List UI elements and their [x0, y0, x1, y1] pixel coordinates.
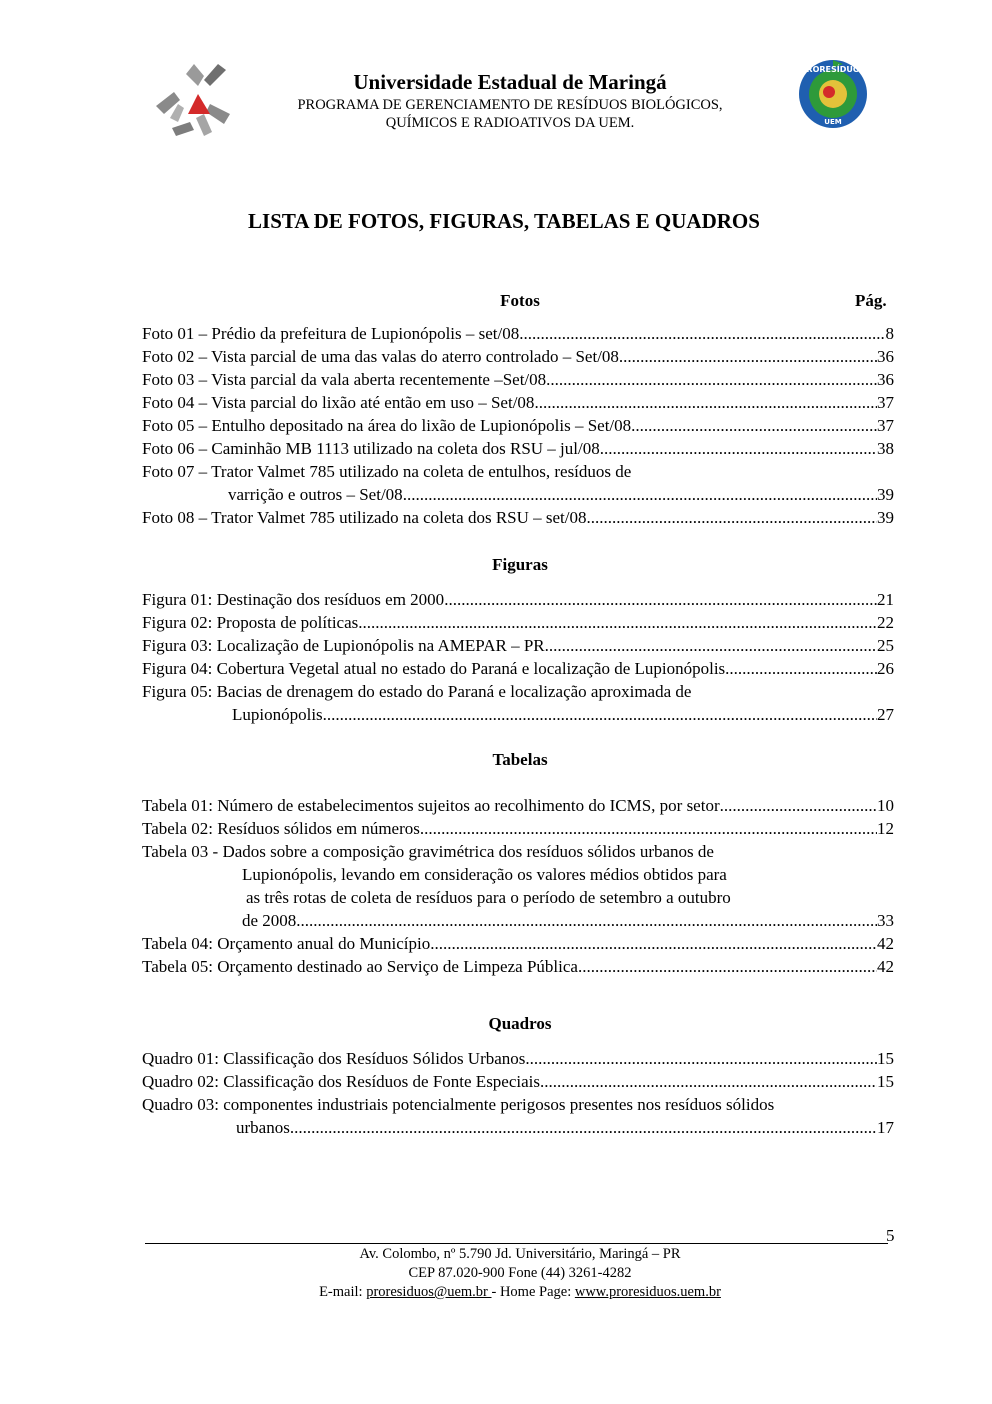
program-line-2: QUÍMICOS E RADIOATIVOS DA UEM.: [385, 115, 635, 131]
toc-entry-continuation-line: Lupionópolis, levando em consideração os valores médios obtidos para: [242, 865, 727, 884]
section-heading-tabelas: Tabelas: [492, 750, 548, 769]
page-number: 5: [886, 1226, 895, 1245]
toc-entry[interactable]: Quadro 02: Classificação dos Resíduos de Fonte Especiais ..... 15: [142, 1070, 894, 1093]
toc-entry-continuation[interactable]: urbanos ..... 17: [142, 1116, 894, 1139]
footer-address: Av. Colombo, nº 5.790 Jd. Universitário, Maringá – PR: [359, 1246, 681, 1262]
toc-entry[interactable]: Tabela 05: Orçamento destinado ao Serviço de Limpeza Pública ..... 42: [142, 955, 894, 978]
footer-contact: [200, 1283, 840, 1302]
program-name: [240, 96, 780, 132]
toc-entry-continuation-line: as três rotas de coleta de resíduos para o período de setembro a outubro: [246, 888, 731, 907]
footer-cep-phone: CEP 87.020-900 Fone (44) 3261-4282: [408, 1265, 632, 1281]
page-column-label: Pág.: [855, 291, 887, 310]
toc-entry[interactable]: Figura 03: Localização de Lupionópolis na AMEPAR – PR ..... 25: [142, 634, 894, 657]
toc-list-quadros: [142, 1047, 894, 1139]
toc-entry-continuation[interactable]: Lupionópolis ..... 27: [142, 703, 894, 726]
toc-entry-continuation[interactable]: de 2008 ..... 33: [142, 909, 894, 932]
home-page-link[interactable]: www.proresiduos.uem.br: [574, 1284, 721, 1300]
home-page-label: - Home Page:: [491, 1284, 575, 1300]
toc-entry[interactable]: Foto 02 – Vista parcial de uma das valas do aterro controlado – Set/08 ..... 36: [142, 345, 894, 368]
university-name: Universidade Estadual de Maringá: [353, 70, 667, 94]
toc-entry[interactable]: Foto 04 – Vista parcial do lixão até então em uso – Set/08 ..... 37: [142, 391, 894, 414]
section-heading-figuras: Figuras: [492, 555, 548, 574]
toc-list-figuras: [142, 588, 894, 726]
page-title: LISTA DE FOTOS, FIGURAS, TABELAS E QUADROS: [248, 209, 760, 233]
proresiduos-logo-icon: [797, 58, 869, 130]
toc-entry[interactable]: Foto 08 – Trator Valmet 785 utilizado na coleta dos RSU – set/08 ..... 39: [142, 506, 894, 529]
toc-entry[interactable]: Foto 01 – Prédio da prefeitura de Lupionópolis – set/08 ..... 8: [142, 322, 894, 345]
toc-entry[interactable]: Tabela 01: Número de estabelecimentos sujeitos ao recolhimento do ICMS, por setor ..... 10: [142, 794, 894, 817]
toc-entry[interactable]: Quadro 01: Classificação dos Resíduos Sólidos Urbanos ..... 15: [142, 1047, 894, 1070]
logo-text-top: PRORESÍDUOS: [800, 65, 866, 74]
toc-entry[interactable]: Foto 06 – Caminhão MB 1113 utilizado na coleta dos RSU – jul/08 ..... 38: [142, 437, 894, 460]
email-label: E-mail:: [319, 1284, 367, 1300]
toc-entry[interactable]: Tabela 02: Resíduos sólidos em números ..... 12: [142, 817, 894, 840]
footer-divider: [145, 1243, 888, 1244]
toc-entry[interactable]: Foto 03 – Vista parcial da vala aberta recentemente –Set/08 ..... 36: [142, 368, 894, 391]
section-heading-fotos: Fotos: [500, 291, 540, 310]
toc-entry[interactable]: Tabela 04: Orçamento anual do Município ..... 42: [142, 932, 894, 955]
toc-entry-continuation[interactable]: varrição e outros – Set/08 ..... 39: [142, 483, 894, 506]
logo-text-bottom: UEM: [824, 118, 842, 126]
toc-entry[interactable]: Figura 02: Proposta de políticas ..... 22: [142, 611, 894, 634]
uem-logo-icon: [152, 56, 238, 140]
toc-entry[interactable]: Figura 01: Destinação dos resíduos em 2000 ..... 21: [142, 588, 894, 611]
section-heading-quadros: Quadros: [488, 1014, 552, 1033]
email-link[interactable]: proresiduos@uem.br: [366, 1284, 492, 1300]
toc-entry-first-line[interactable]: Tabela 03 - Dados sobre a composição gravimétrica dos resíduos sólidos urbanos de: [142, 842, 714, 861]
toc-entry-first-line[interactable]: Figura 05: Bacias de drenagem do estado do Paraná e localização aproximada de: [142, 682, 692, 701]
toc-entry-first-line[interactable]: Quadro 03: componentes industriais potencialmente perigosos presentes nos resíduos sólidos: [142, 1095, 775, 1114]
toc-entry[interactable]: Figura 04: Cobertura Vegetal atual no estado do Paraná e localização de Lupionópolis ..... 26: [142, 657, 894, 680]
toc-list-tabelas: [142, 794, 894, 978]
toc-entry[interactable]: Foto 05 – Entulho depositado na área do lixão de Lupionópolis – Set/08 ..... 37: [142, 414, 894, 437]
toc-list-fotos: [142, 322, 894, 529]
program-line-1: PROGRAMA DE GERENCIAMENTO DE RESÍDUOS BIOLÓGICOS,: [297, 97, 723, 113]
toc-entry-first-line[interactable]: Foto 07 – Trator Valmet 785 utilizado na coleta de entulhos, resíduos de: [142, 462, 632, 481]
